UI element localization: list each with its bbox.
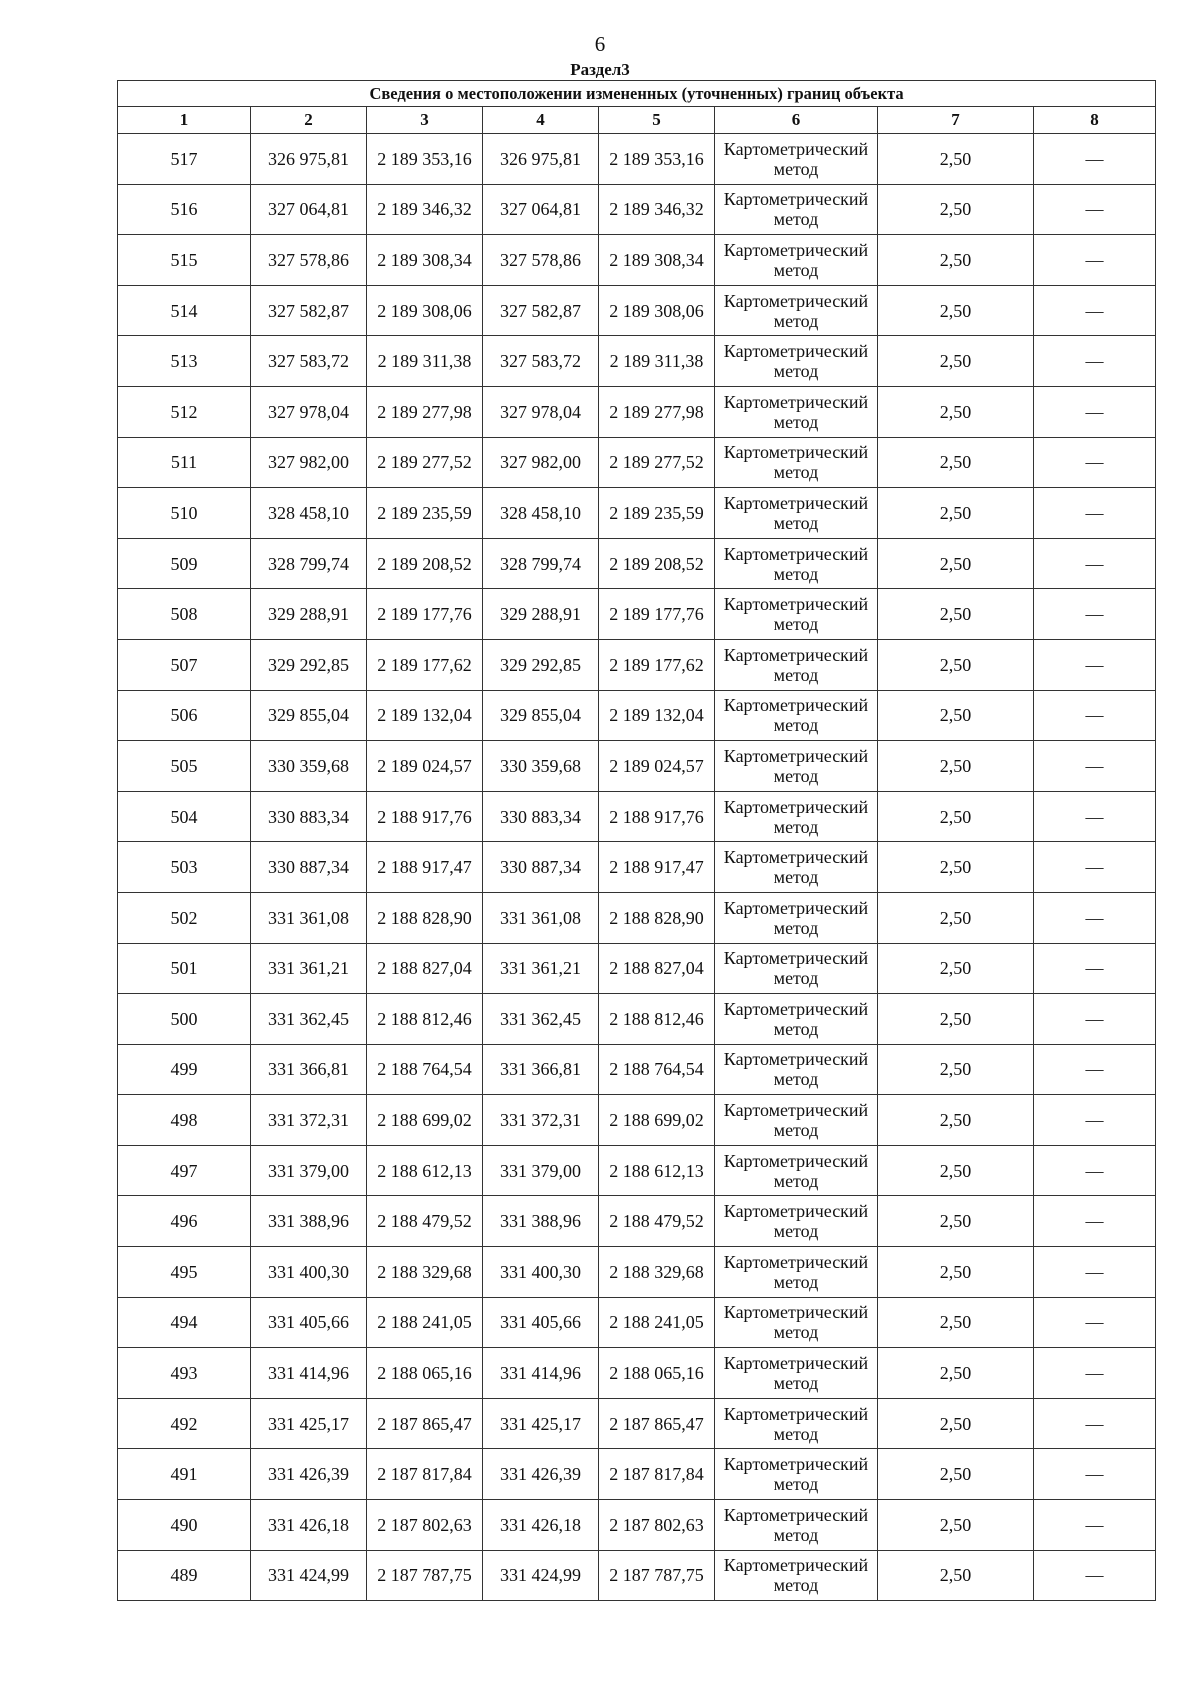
point-number-cell: 512 xyxy=(118,386,251,437)
coordinate-x-cell: 331 425,17 xyxy=(483,1398,599,1449)
coordinate-x-cell: 331 379,00 xyxy=(251,1145,367,1196)
coordinate-y-cell: 2 189 208,52 xyxy=(599,538,715,589)
accuracy-cell: 2,50 xyxy=(878,538,1034,589)
table-row xyxy=(118,1044,1156,1095)
point-number-cell: 511 xyxy=(118,437,251,488)
description-cell: — xyxy=(1034,690,1156,741)
coordinate-x-cell: 329 292,85 xyxy=(251,639,367,690)
table-body xyxy=(118,134,1156,1601)
table-row xyxy=(118,589,1156,640)
coordinate-y-cell: 2 188 479,52 xyxy=(367,1196,483,1247)
coordinate-x-cell: 327 582,87 xyxy=(483,285,599,336)
coordinate-y-cell: 2 189 277,52 xyxy=(367,437,483,488)
method-cell: Картометрический метод xyxy=(715,943,878,994)
coordinate-x-cell: 331 400,30 xyxy=(251,1247,367,1298)
method-cell: Картометрический метод xyxy=(715,589,878,640)
coordinate-y-cell: 2 189 177,76 xyxy=(599,589,715,640)
accuracy-cell: 2,50 xyxy=(878,791,1034,842)
column-number: 5 xyxy=(599,107,715,134)
table-row xyxy=(118,386,1156,437)
method-cell: Картометрический метод xyxy=(715,336,878,387)
description-cell: — xyxy=(1034,235,1156,286)
coordinate-y-cell: 2 187 787,75 xyxy=(367,1550,483,1601)
coordinate-y-cell: 2 189 177,76 xyxy=(367,589,483,640)
coordinate-y-cell: 2 188 764,54 xyxy=(599,1044,715,1095)
coordinate-x-cell: 330 883,34 xyxy=(483,791,599,842)
description-cell: — xyxy=(1034,134,1156,185)
coordinate-y-cell: 2 188 329,68 xyxy=(367,1247,483,1298)
coordinates-table xyxy=(117,80,1156,1601)
coordinate-x-cell: 331 426,18 xyxy=(251,1500,367,1551)
description-cell: — xyxy=(1034,1348,1156,1399)
coordinate-x-cell: 331 388,96 xyxy=(483,1196,599,1247)
coordinate-y-cell: 2 189 177,62 xyxy=(367,639,483,690)
description-cell: — xyxy=(1034,1449,1156,1500)
coordinate-y-cell: 2 189 308,06 xyxy=(367,285,483,336)
accuracy-cell: 2,50 xyxy=(878,285,1034,336)
coordinate-y-cell: 2 188 917,47 xyxy=(599,842,715,893)
method-cell: Картометрический метод xyxy=(715,488,878,539)
coordinate-x-cell: 330 359,68 xyxy=(251,741,367,792)
coordinate-x-cell: 331 425,17 xyxy=(251,1398,367,1449)
coordinate-x-cell: 327 582,87 xyxy=(251,285,367,336)
table-row xyxy=(118,1095,1156,1146)
table-row xyxy=(118,488,1156,539)
coordinate-y-cell: 2 189 308,34 xyxy=(599,235,715,286)
coordinate-y-cell: 2 189 024,57 xyxy=(599,741,715,792)
coordinate-y-cell: 2 187 865,47 xyxy=(599,1398,715,1449)
point-number-cell: 495 xyxy=(118,1247,251,1298)
coordinate-x-cell: 327 064,81 xyxy=(251,184,367,235)
point-number-cell: 501 xyxy=(118,943,251,994)
accuracy-cell: 2,50 xyxy=(878,184,1034,235)
method-cell: Картометрический метод xyxy=(715,1145,878,1196)
coordinate-x-cell: 330 887,34 xyxy=(483,842,599,893)
point-number-cell: 496 xyxy=(118,1196,251,1247)
method-cell: Картометрический метод xyxy=(715,1247,878,1298)
coordinate-x-cell: 331 361,08 xyxy=(251,892,367,943)
point-number-cell: 500 xyxy=(118,994,251,1045)
column-number: 3 xyxy=(367,107,483,134)
point-number-cell: 509 xyxy=(118,538,251,589)
description-cell: — xyxy=(1034,842,1156,893)
coordinate-y-cell: 2 189 277,98 xyxy=(599,386,715,437)
coordinate-y-cell: 2 187 817,84 xyxy=(599,1449,715,1500)
point-number-cell: 514 xyxy=(118,285,251,336)
coordinate-y-cell: 2 189 132,04 xyxy=(599,690,715,741)
method-cell: Картометрический метод xyxy=(715,690,878,741)
coordinate-y-cell: 2 189 346,32 xyxy=(599,184,715,235)
method-cell: Картометрический метод xyxy=(715,184,878,235)
table-row xyxy=(118,994,1156,1045)
table-row xyxy=(118,235,1156,286)
coordinate-x-cell: 331 361,21 xyxy=(483,943,599,994)
point-number-cell: 508 xyxy=(118,589,251,640)
method-cell: Картометрический метод xyxy=(715,791,878,842)
table-row xyxy=(118,285,1156,336)
coordinate-y-cell: 2 189 132,04 xyxy=(367,690,483,741)
point-number-cell: 493 xyxy=(118,1348,251,1399)
accuracy-cell: 2,50 xyxy=(878,1095,1034,1146)
point-number-cell: 517 xyxy=(118,134,251,185)
description-cell: — xyxy=(1034,184,1156,235)
method-cell: Картометрический метод xyxy=(715,842,878,893)
description-cell: — xyxy=(1034,1145,1156,1196)
coordinate-x-cell: 331 414,96 xyxy=(483,1348,599,1399)
coordinate-y-cell: 2 189 235,59 xyxy=(367,488,483,539)
method-cell: Картометрический метод xyxy=(715,1297,878,1348)
coordinate-y-cell: 2 189 353,16 xyxy=(599,134,715,185)
accuracy-cell: 2,50 xyxy=(878,1449,1034,1500)
coordinate-x-cell: 330 883,34 xyxy=(251,791,367,842)
method-cell: Картометрический метод xyxy=(715,1095,878,1146)
coordinate-y-cell: 2 188 917,76 xyxy=(367,791,483,842)
table-row xyxy=(118,741,1156,792)
method-cell: Картометрический метод xyxy=(715,235,878,286)
coordinate-y-cell: 2 188 812,46 xyxy=(367,994,483,1045)
accuracy-cell: 2,50 xyxy=(878,1550,1034,1601)
coordinate-y-cell: 2 188 917,76 xyxy=(599,791,715,842)
column-number: 7 xyxy=(878,107,1034,134)
point-number-cell: 506 xyxy=(118,690,251,741)
point-number-cell: 498 xyxy=(118,1095,251,1146)
table-row xyxy=(118,1398,1156,1449)
coordinate-y-cell: 2 189 277,52 xyxy=(599,437,715,488)
description-cell: — xyxy=(1034,943,1156,994)
table-row xyxy=(118,943,1156,994)
coordinate-x-cell: 331 366,81 xyxy=(251,1044,367,1095)
description-cell: — xyxy=(1034,488,1156,539)
method-cell: Картометрический метод xyxy=(715,285,878,336)
method-cell: Картометрический метод xyxy=(715,386,878,437)
coordinate-x-cell: 330 359,68 xyxy=(483,741,599,792)
description-cell: — xyxy=(1034,437,1156,488)
method-cell: Картометрический метод xyxy=(715,1398,878,1449)
coordinate-y-cell: 2 188 699,02 xyxy=(367,1095,483,1146)
column-number: 6 xyxy=(715,107,878,134)
coordinate-x-cell: 327 578,86 xyxy=(483,235,599,286)
coordinate-x-cell: 331 424,99 xyxy=(251,1550,367,1601)
description-cell: — xyxy=(1034,1095,1156,1146)
coordinate-y-cell: 2 189 177,62 xyxy=(599,639,715,690)
coordinate-x-cell: 331 362,45 xyxy=(251,994,367,1045)
table-row xyxy=(118,892,1156,943)
method-cell: Картометрический метод xyxy=(715,1500,878,1551)
description-cell: — xyxy=(1034,741,1156,792)
coordinate-x-cell: 331 426,18 xyxy=(483,1500,599,1551)
coordinate-y-cell: 2 188 065,16 xyxy=(599,1348,715,1399)
coordinate-x-cell: 326 975,81 xyxy=(483,134,599,185)
coordinate-y-cell: 2 188 241,05 xyxy=(599,1297,715,1348)
coordinate-y-cell: 2 187 865,47 xyxy=(367,1398,483,1449)
coordinate-y-cell: 2 187 787,75 xyxy=(599,1550,715,1601)
coordinate-y-cell: 2 188 828,90 xyxy=(599,892,715,943)
description-cell: — xyxy=(1034,892,1156,943)
coordinate-y-cell: 2 189 311,38 xyxy=(599,336,715,387)
point-number-cell: 505 xyxy=(118,741,251,792)
table-row xyxy=(118,1500,1156,1551)
method-cell: Картометрический метод xyxy=(715,1348,878,1399)
point-number-cell: 513 xyxy=(118,336,251,387)
coordinate-y-cell: 2 188 612,13 xyxy=(599,1145,715,1196)
description-cell: — xyxy=(1034,589,1156,640)
table-row xyxy=(118,336,1156,387)
coordinate-y-cell: 2 189 208,52 xyxy=(367,538,483,589)
coordinate-y-cell: 2 188 612,13 xyxy=(367,1145,483,1196)
method-cell: Картометрический метод xyxy=(715,892,878,943)
coordinate-x-cell: 327 982,00 xyxy=(251,437,367,488)
coordinate-y-cell: 2 189 308,34 xyxy=(367,235,483,286)
coordinate-x-cell: 329 292,85 xyxy=(483,639,599,690)
accuracy-cell: 2,50 xyxy=(878,892,1034,943)
method-cell: Картометрический метод xyxy=(715,639,878,690)
coordinate-x-cell: 331 361,21 xyxy=(251,943,367,994)
coordinate-y-cell: 2 188 828,90 xyxy=(367,892,483,943)
coordinate-y-cell: 2 189 235,59 xyxy=(599,488,715,539)
coordinate-x-cell: 331 426,39 xyxy=(483,1449,599,1500)
accuracy-cell: 2,50 xyxy=(878,336,1034,387)
coordinate-y-cell: 2 188 479,52 xyxy=(599,1196,715,1247)
coordinate-x-cell: 331 414,96 xyxy=(251,1348,367,1399)
description-cell: — xyxy=(1034,791,1156,842)
coordinate-y-cell: 2 188 329,68 xyxy=(599,1247,715,1298)
accuracy-cell: 2,50 xyxy=(878,1348,1034,1399)
page-number: 6 xyxy=(594,32,606,56)
description-cell: — xyxy=(1034,1550,1156,1601)
coordinate-x-cell: 331 400,30 xyxy=(483,1247,599,1298)
column-number: 4 xyxy=(483,107,599,134)
table-row xyxy=(118,791,1156,842)
coordinate-x-cell: 331 405,66 xyxy=(483,1297,599,1348)
table-row xyxy=(118,538,1156,589)
accuracy-cell: 2,50 xyxy=(878,1500,1034,1551)
column-number: 8 xyxy=(1034,107,1156,134)
coordinate-y-cell: 2 189 311,38 xyxy=(367,336,483,387)
description-cell: — xyxy=(1034,386,1156,437)
table-row xyxy=(118,1196,1156,1247)
table-row xyxy=(118,690,1156,741)
table-row xyxy=(118,184,1156,235)
coordinate-x-cell: 328 799,74 xyxy=(483,538,599,589)
method-cell: Картометрический метод xyxy=(715,437,878,488)
method-cell: Картометрический метод xyxy=(715,1449,878,1500)
accuracy-cell: 2,50 xyxy=(878,639,1034,690)
column-number-row xyxy=(118,107,1156,134)
column-number: 1 xyxy=(118,107,251,134)
table-caption: Сведения о местоположении измененных (уточненных) границ объекта xyxy=(118,81,1156,107)
coordinate-y-cell: 2 187 817,84 xyxy=(367,1449,483,1500)
coordinate-y-cell: 2 189 277,98 xyxy=(367,386,483,437)
table-row xyxy=(118,842,1156,893)
point-number-cell: 499 xyxy=(118,1044,251,1095)
coordinate-y-cell: 2 189 308,06 xyxy=(599,285,715,336)
table-row xyxy=(118,639,1156,690)
coordinate-x-cell: 331 379,00 xyxy=(483,1145,599,1196)
coordinate-x-cell: 327 978,04 xyxy=(251,386,367,437)
accuracy-cell: 2,50 xyxy=(878,488,1034,539)
coordinate-x-cell: 331 366,81 xyxy=(483,1044,599,1095)
coordinate-x-cell: 329 855,04 xyxy=(483,690,599,741)
point-number-cell: 507 xyxy=(118,639,251,690)
coordinate-y-cell: 2 189 353,16 xyxy=(367,134,483,185)
method-cell: Картометрический метод xyxy=(715,134,878,185)
point-number-cell: 489 xyxy=(118,1550,251,1601)
point-number-cell: 510 xyxy=(118,488,251,539)
coordinate-y-cell: 2 188 917,47 xyxy=(367,842,483,893)
accuracy-cell: 2,50 xyxy=(878,690,1034,741)
point-number-cell: 504 xyxy=(118,791,251,842)
description-cell: — xyxy=(1034,994,1156,1045)
coordinate-x-cell: 327 064,81 xyxy=(483,184,599,235)
point-number-cell: 502 xyxy=(118,892,251,943)
point-number-cell: 516 xyxy=(118,184,251,235)
coordinate-y-cell: 2 187 802,63 xyxy=(599,1500,715,1551)
description-cell: — xyxy=(1034,1247,1156,1298)
coordinate-y-cell: 2 188 065,16 xyxy=(367,1348,483,1399)
coordinate-x-cell: 327 583,72 xyxy=(251,336,367,387)
table-row xyxy=(118,1297,1156,1348)
coordinate-x-cell: 327 982,00 xyxy=(483,437,599,488)
accuracy-cell: 2,50 xyxy=(878,1145,1034,1196)
coordinate-y-cell: 2 188 827,04 xyxy=(367,943,483,994)
coordinate-y-cell: 2 188 699,02 xyxy=(599,1095,715,1146)
accuracy-cell: 2,50 xyxy=(878,134,1034,185)
column-number: 2 xyxy=(251,107,367,134)
coordinate-x-cell: 328 458,10 xyxy=(251,488,367,539)
coordinate-x-cell: 331 372,31 xyxy=(483,1095,599,1146)
section-title: Раздел3 xyxy=(570,60,630,79)
table-caption-row xyxy=(118,81,1156,107)
coordinate-x-cell: 329 288,91 xyxy=(483,589,599,640)
point-number-cell: 490 xyxy=(118,1500,251,1551)
description-cell: — xyxy=(1034,538,1156,589)
accuracy-cell: 2,50 xyxy=(878,842,1034,893)
coordinate-x-cell: 327 578,86 xyxy=(251,235,367,286)
accuracy-cell: 2,50 xyxy=(878,943,1034,994)
description-cell: — xyxy=(1034,639,1156,690)
accuracy-cell: 2,50 xyxy=(878,1398,1034,1449)
accuracy-cell: 2,50 xyxy=(878,741,1034,792)
accuracy-cell: 2,50 xyxy=(878,386,1034,437)
accuracy-cell: 2,50 xyxy=(878,437,1034,488)
method-cell: Картометрический метод xyxy=(715,1196,878,1247)
table-row xyxy=(118,1145,1156,1196)
coordinate-y-cell: 2 188 812,46 xyxy=(599,994,715,1045)
coordinate-x-cell: 329 855,04 xyxy=(251,690,367,741)
method-cell: Картометрический метод xyxy=(715,741,878,792)
method-cell: Картометрический метод xyxy=(715,538,878,589)
table-row xyxy=(118,134,1156,185)
point-number-cell: 503 xyxy=(118,842,251,893)
coordinate-x-cell: 327 583,72 xyxy=(483,336,599,387)
description-cell: — xyxy=(1034,1500,1156,1551)
coordinate-x-cell: 330 887,34 xyxy=(251,842,367,893)
coordinate-y-cell: 2 188 241,05 xyxy=(367,1297,483,1348)
point-number-cell: 492 xyxy=(118,1398,251,1449)
coordinate-y-cell: 2 189 024,57 xyxy=(367,741,483,792)
coordinate-x-cell: 331 362,45 xyxy=(483,994,599,1045)
accuracy-cell: 2,50 xyxy=(878,1196,1034,1247)
method-cell: Картометрический метод xyxy=(715,994,878,1045)
coordinate-x-cell: 331 388,96 xyxy=(251,1196,367,1247)
coordinate-x-cell: 328 458,10 xyxy=(483,488,599,539)
table-row xyxy=(118,1449,1156,1500)
accuracy-cell: 2,50 xyxy=(878,1247,1034,1298)
method-cell: Картометрический метод xyxy=(715,1550,878,1601)
accuracy-cell: 2,50 xyxy=(878,1044,1034,1095)
coordinate-y-cell: 2 188 827,04 xyxy=(599,943,715,994)
coordinate-y-cell: 2 188 764,54 xyxy=(367,1044,483,1095)
point-number-cell: 515 xyxy=(118,235,251,286)
point-number-cell: 491 xyxy=(118,1449,251,1500)
point-number-cell: 497 xyxy=(118,1145,251,1196)
coordinate-y-cell: 2 187 802,63 xyxy=(367,1500,483,1551)
point-number-cell: 494 xyxy=(118,1297,251,1348)
coordinate-x-cell: 331 424,99 xyxy=(483,1550,599,1601)
description-cell: — xyxy=(1034,1297,1156,1348)
accuracy-cell: 2,50 xyxy=(878,994,1034,1045)
table-row xyxy=(118,1247,1156,1298)
accuracy-cell: 2,50 xyxy=(878,589,1034,640)
description-cell: — xyxy=(1034,1044,1156,1095)
method-cell: Картометрический метод xyxy=(715,1044,878,1095)
description-cell: — xyxy=(1034,285,1156,336)
description-cell: — xyxy=(1034,336,1156,387)
coordinate-x-cell: 327 978,04 xyxy=(483,386,599,437)
table-row xyxy=(118,1348,1156,1399)
coordinate-x-cell: 329 288,91 xyxy=(251,589,367,640)
table-row xyxy=(118,437,1156,488)
coordinate-x-cell: 326 975,81 xyxy=(251,134,367,185)
description-cell: — xyxy=(1034,1196,1156,1247)
coordinate-x-cell: 331 361,08 xyxy=(483,892,599,943)
coordinate-x-cell: 331 372,31 xyxy=(251,1095,367,1146)
coordinate-y-cell: 2 189 346,32 xyxy=(367,184,483,235)
description-cell: — xyxy=(1034,1398,1156,1449)
coordinate-x-cell: 331 426,39 xyxy=(251,1449,367,1500)
accuracy-cell: 2,50 xyxy=(878,235,1034,286)
table-row xyxy=(118,1550,1156,1601)
accuracy-cell: 2,50 xyxy=(878,1297,1034,1348)
coordinate-x-cell: 328 799,74 xyxy=(251,538,367,589)
coordinate-x-cell: 331 405,66 xyxy=(251,1297,367,1348)
